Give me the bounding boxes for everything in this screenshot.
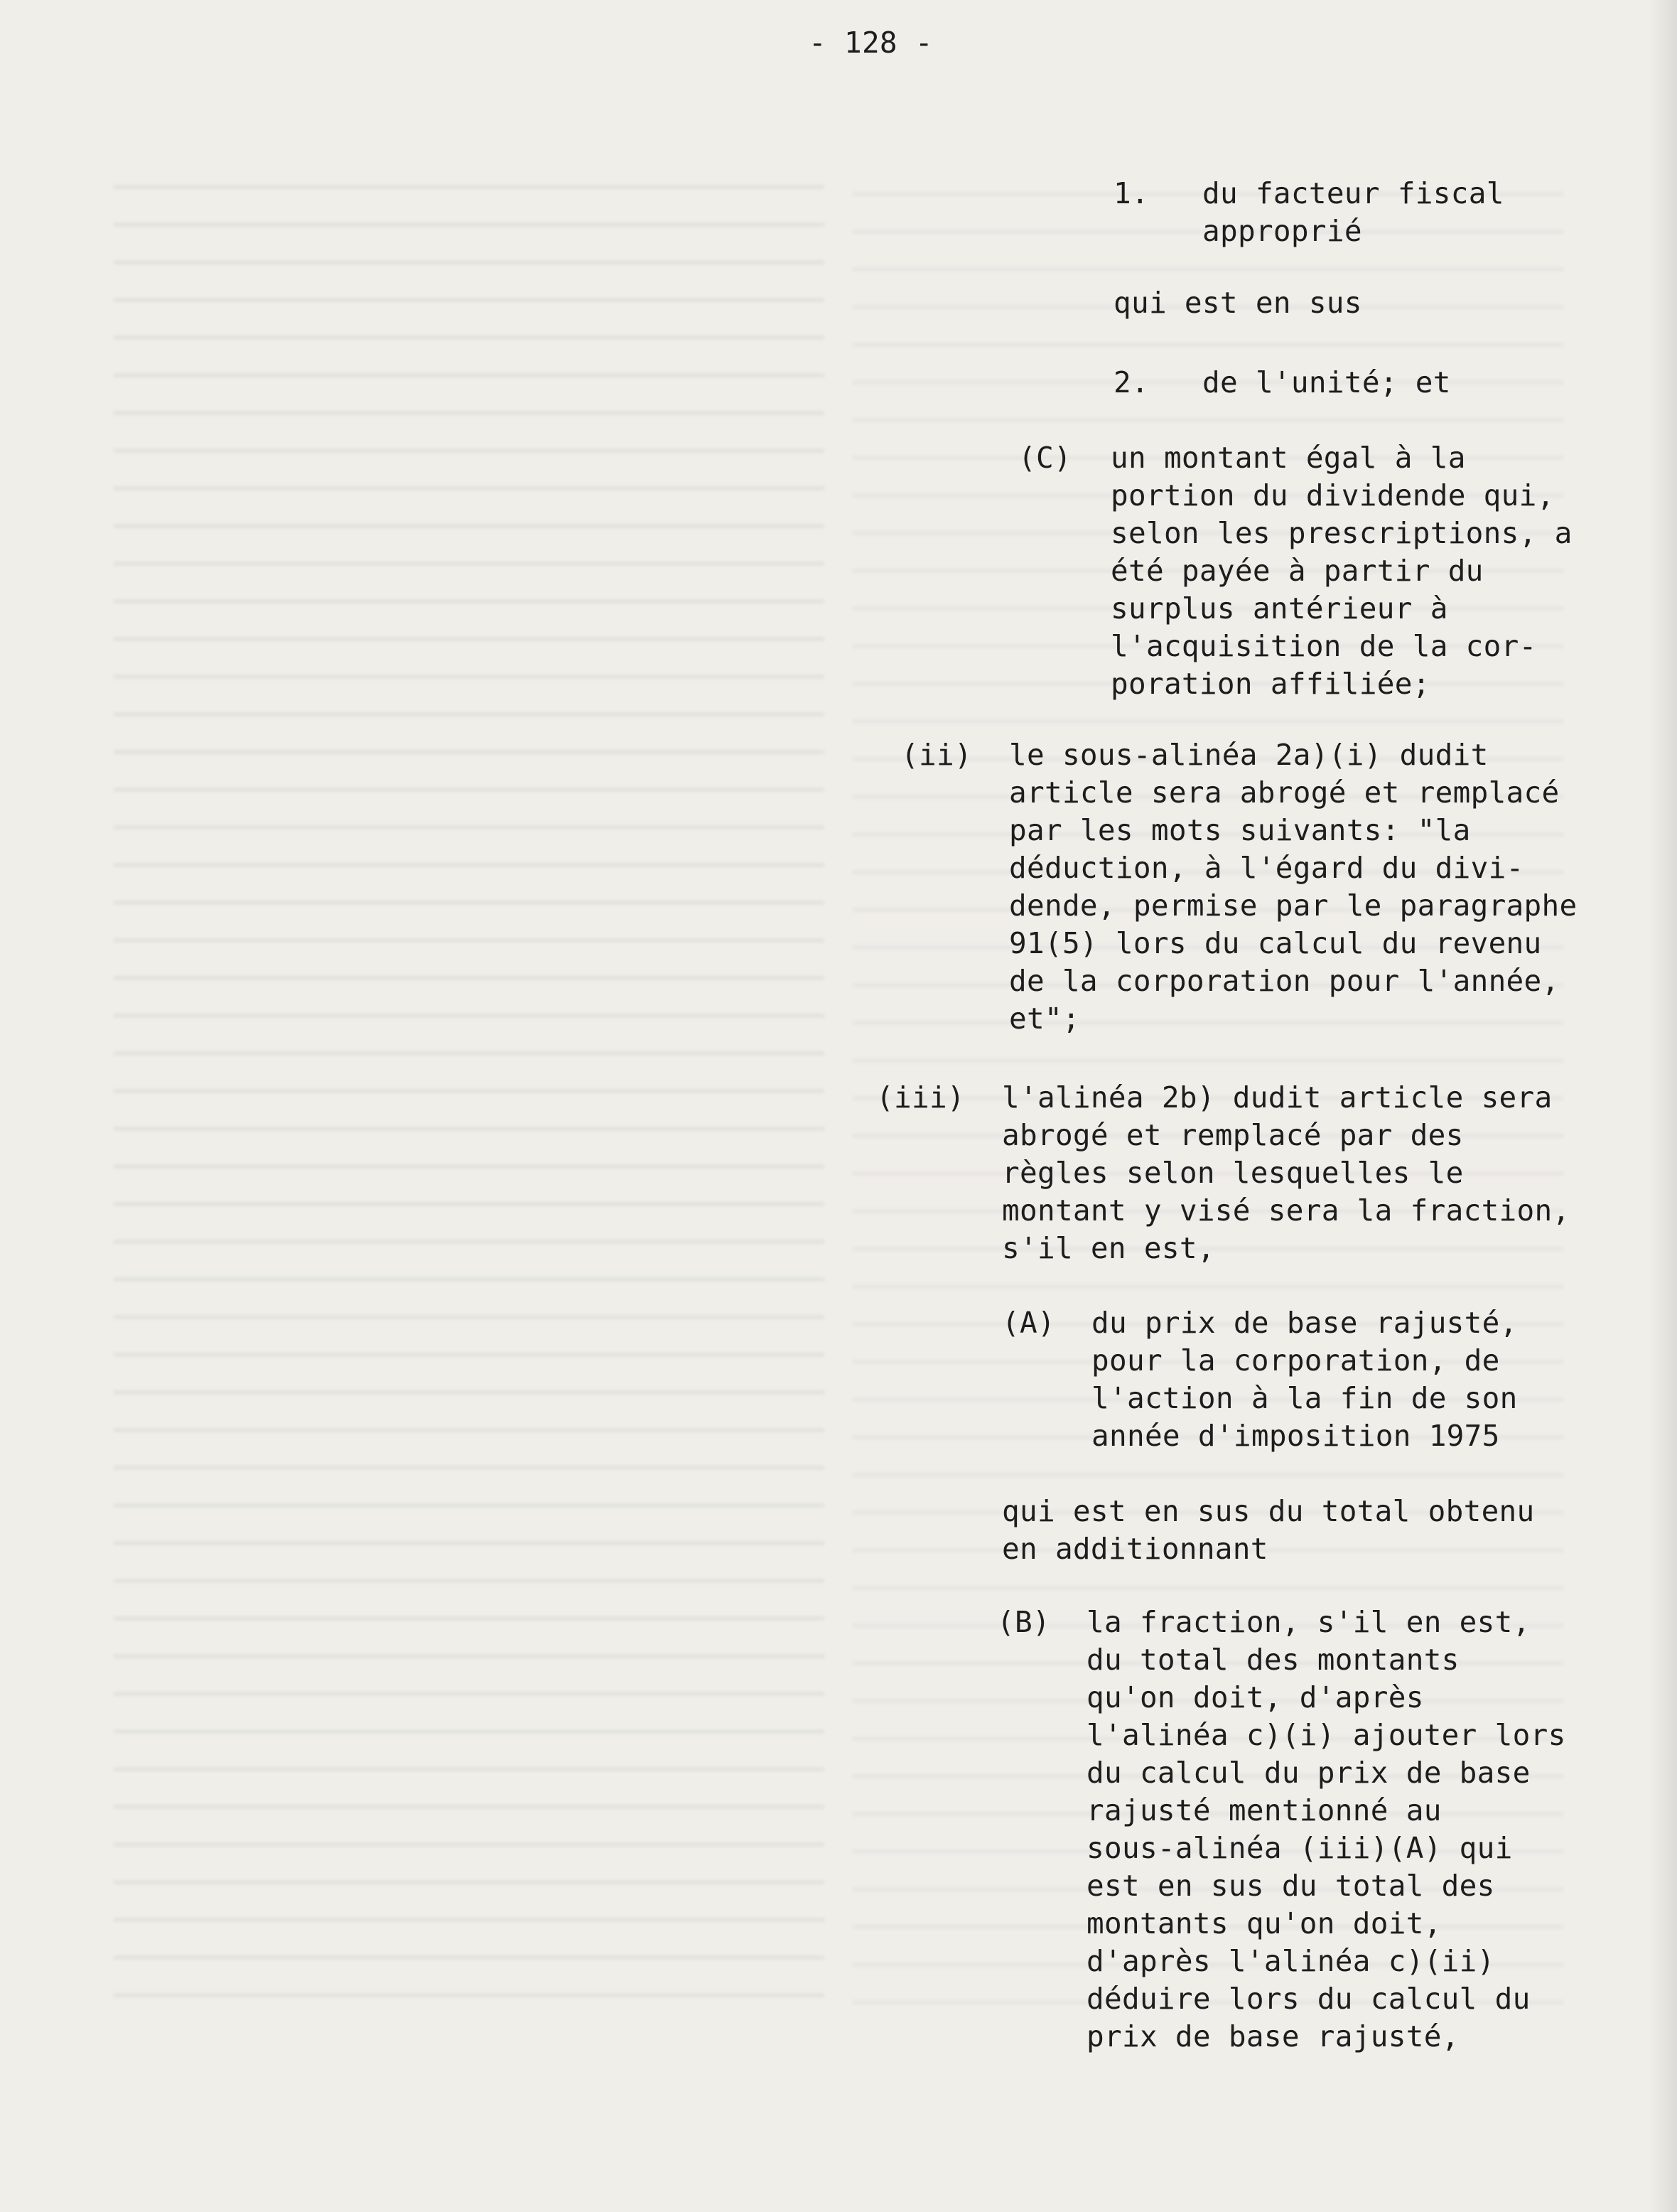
- clause-a-label: (A): [1002, 1306, 1055, 1340]
- page-edge-shadow: [1649, 0, 1677, 2212]
- clause-b-line: la fraction, s'il en est,: [1086, 1605, 1531, 1639]
- subparagraph-ii-line: dende, permise par le paragraphe: [1009, 888, 1578, 923]
- clause-b-line: déduire lors du calcul du: [1086, 1982, 1531, 2016]
- clause-c-label: (C): [1018, 441, 1072, 475]
- item-2-number: 2.: [1113, 365, 1149, 399]
- clause-text: qui est en sus: [1113, 286, 1362, 320]
- subparagraph-iii-line: règles selon lesquelles le: [1002, 1156, 1464, 1190]
- subparagraph-ii-line: article sera abrogé et remplacé: [1009, 775, 1560, 810]
- clause-b-line: est en sus du total des: [1086, 1869, 1495, 1903]
- continuation-line: en additionnant: [1002, 1532, 1268, 1566]
- clause-c-line: portion du dividende qui,: [1111, 478, 1555, 512]
- item-1-line: approprié: [1202, 214, 1362, 248]
- subparagraph-ii-line: déduction, à l'égard du divi-: [1009, 851, 1524, 885]
- item-1-line: du facteur fiscal: [1202, 176, 1504, 210]
- subparagraph-iii-line: montant y visé sera la fraction,: [1002, 1193, 1570, 1228]
- subparagraph-ii-line: 91(5) lors du calcul du revenu: [1009, 926, 1542, 960]
- clause-b-line: rajusté mentionné au: [1086, 1793, 1442, 1827]
- item-1-number: 1.: [1113, 176, 1149, 210]
- bleed-through-left: [114, 163, 824, 2012]
- clause-c-line: selon les prescriptions, a: [1111, 516, 1573, 550]
- subparagraph-iii-line: s'il en est,: [1002, 1231, 1215, 1265]
- clause-c-line: surplus antérieur à: [1111, 591, 1448, 626]
- clause-a-line: année d'imposition 1975: [1091, 1419, 1500, 1453]
- clause-a-line: du prix de base rajusté,: [1091, 1306, 1518, 1340]
- clause-c-line: l'acquisition de la cor-: [1111, 629, 1537, 663]
- clause-b-line: qu'on doit, d'après: [1086, 1680, 1424, 1714]
- subparagraph-iii-line: l'alinéa 2b) dudit article sera: [1002, 1080, 1553, 1115]
- item-2-text: de l'unité; et: [1202, 365, 1451, 399]
- clause-a-line: l'action à la fin de son: [1091, 1381, 1518, 1415]
- clause-c-line: poration affiliée;: [1111, 667, 1430, 701]
- subparagraph-ii-label: (ii): [901, 738, 972, 772]
- clause-b-line: sous-alinéa (iii)(A) qui: [1086, 1831, 1513, 1865]
- clause-b-line: d'après l'alinéa c)(ii): [1086, 1944, 1495, 1978]
- clause-b-label: (B): [997, 1605, 1050, 1639]
- clause-b-line: l'alinéa c)(i) ajouter lors: [1086, 1718, 1566, 1752]
- page-number: - 128 -: [809, 26, 933, 60]
- clause-c-line: été payée à partir du: [1111, 554, 1484, 588]
- clause-a-line: pour la corporation, de: [1091, 1343, 1500, 1378]
- continuation-line: qui est en sus du total obtenu: [1002, 1494, 1535, 1528]
- subparagraph-ii-line: le sous-alinéa 2a)(i) dudit: [1009, 738, 1489, 772]
- clause-b-line: du calcul du prix de base: [1086, 1756, 1531, 1790]
- clause-b-line: montants qu'on doit,: [1086, 1906, 1442, 1940]
- subparagraph-iii-line: abrogé et remplacé par des: [1002, 1118, 1464, 1152]
- subparagraph-ii-line: par les mots suivants: "la: [1009, 813, 1471, 847]
- subparagraph-iii-label: (iii): [876, 1080, 965, 1115]
- subparagraph-ii-line: de la corporation pour l'année,: [1009, 964, 1560, 998]
- clause-b-line: prix de base rajusté,: [1086, 2019, 1460, 2053]
- clause-b-line: du total des montants: [1086, 1643, 1460, 1677]
- clause-c-line: un montant égal à la: [1111, 441, 1466, 475]
- subparagraph-ii-line: et";: [1009, 1002, 1080, 1036]
